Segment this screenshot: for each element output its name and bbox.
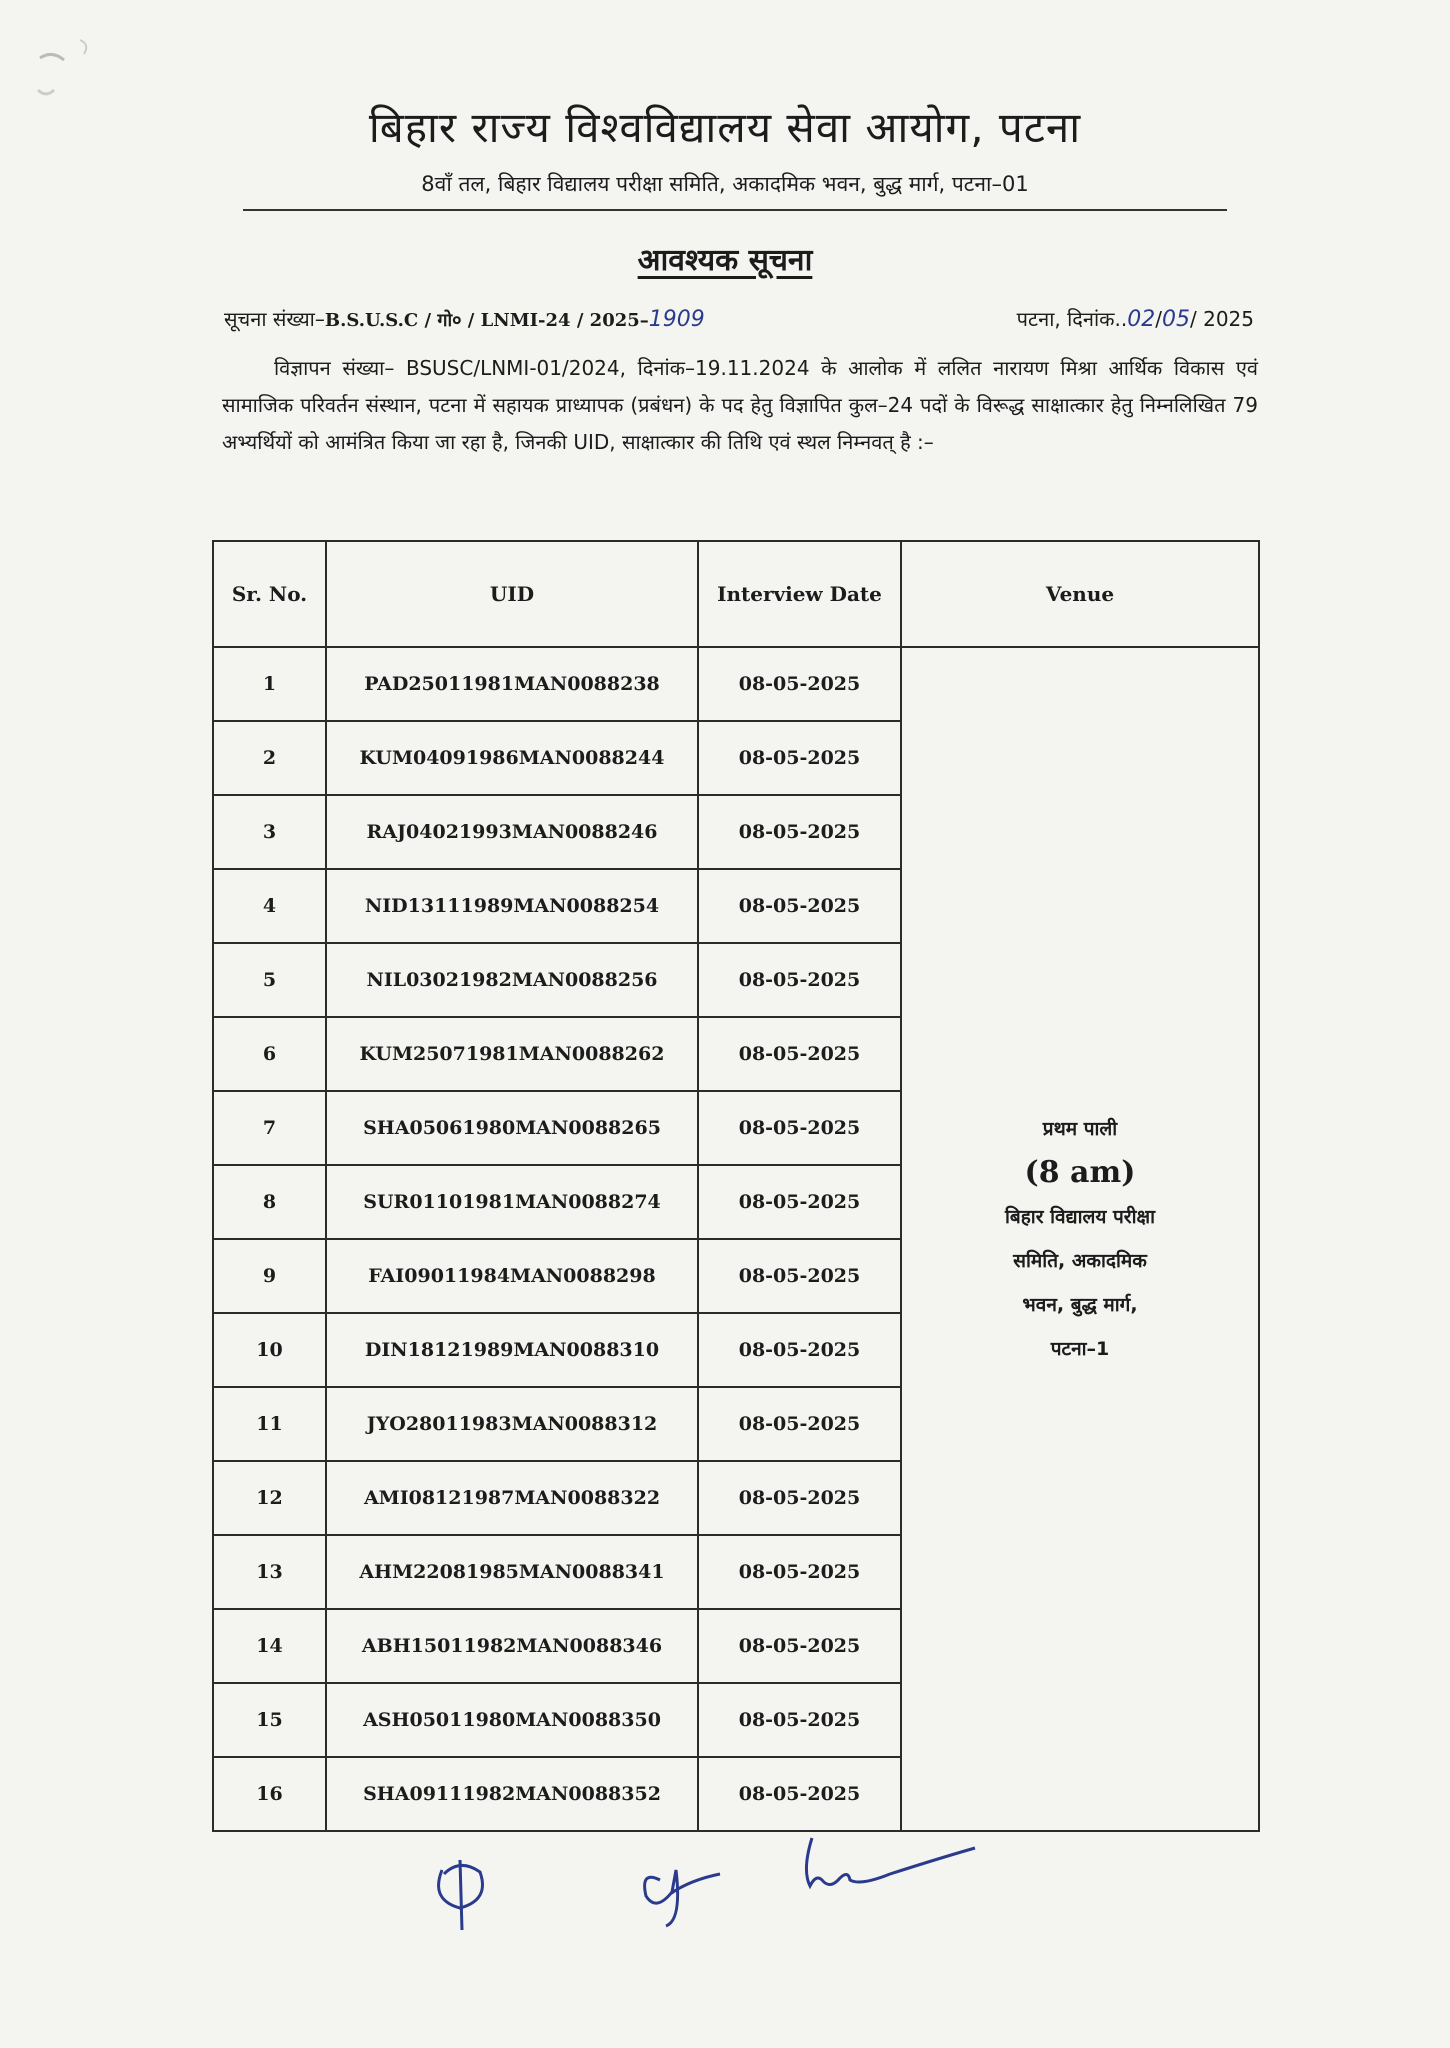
cell-uid: ABH15011982MAN0088346 (326, 1609, 698, 1683)
venue-time: (8 am) (1024, 1155, 1136, 1190)
venue-line: समिति, अकादमिक (1013, 1250, 1147, 1272)
cell-uid: NIL03021982MAN0088256 (326, 943, 698, 1017)
venue-line: भवन, बुद्ध मार्ग, (1022, 1294, 1138, 1316)
cell-sr-no: 15 (213, 1683, 326, 1757)
cell-uid: AMI08121987MAN0088322 (326, 1461, 698, 1535)
cell-interview-date: 08-05-2025 (698, 1091, 901, 1165)
cell-sr-no: 7 (213, 1091, 326, 1165)
cell-uid: ASH05011980MAN0088350 (326, 1683, 698, 1757)
cell-interview-date: 08-05-2025 (698, 1387, 901, 1461)
cell-uid: SHA05061980MAN0088265 (326, 1091, 698, 1165)
cell-uid: RAJ04021993MAN0088246 (326, 795, 698, 869)
cell-sr-no: 8 (213, 1165, 326, 1239)
signature-3 (806, 1838, 975, 1886)
header-venue: Venue (901, 541, 1259, 647)
cell-sr-no: 2 (213, 721, 326, 795)
notice-paragraph: विज्ञापन संख्या– BSUSC/LNMI-01/2024, दिनांक–19.11.2024 के आलोक में ललित नारायण मिश्रा आर्थिक विकास एवं सामाजिक परिवर्तन संस्थान, पटना में सहायक प्राध्यापक (प्रबंधन) के पद हेतु विज्ञापित कुल–24 पदों के विरूद्ध साक्षात्कार हेतु निम्नलिखित 79 अभ्यर्थियों को आमंत्रित किया जा रहा है, जिनकी UID, साक्षात्कार की तिथि एवं स्थल निम्नवत् है :– (222, 356, 1258, 454)
cell-venue (901, 647, 1259, 1831)
cell-interview-date: 08-05-2025 (698, 647, 901, 721)
notice-heading (0, 238, 1450, 279)
table-row (213, 647, 1259, 721)
cell-interview-date: 08-05-2025 (698, 1683, 901, 1757)
cell-uid: KUM25071981MAN0088262 (326, 1017, 698, 1091)
header-uid: UID (326, 541, 698, 647)
cell-interview-date: 08-05-2025 (698, 1239, 901, 1313)
cell-uid: DIN18121989MAN0088310 (326, 1313, 698, 1387)
signature-2 (645, 1870, 720, 1926)
cell-sr-no: 14 (213, 1609, 326, 1683)
venue-line: पटना–1 (1050, 1338, 1110, 1360)
cell-interview-date: 08-05-2025 (698, 795, 901, 869)
cell-uid: AHM22081985MAN0088341 (326, 1535, 698, 1609)
cell-uid: SUR01101981MAN0088274 (326, 1165, 698, 1239)
cell-interview-date: 08-05-2025 (698, 1535, 901, 1609)
cell-sr-no: 3 (213, 795, 326, 869)
cell-uid: FAI09011984MAN0088298 (326, 1239, 698, 1313)
cell-sr-no: 9 (213, 1239, 326, 1313)
cell-interview-date: 08-05-2025 (698, 943, 901, 1017)
cell-interview-date: 08-05-2025 (698, 869, 901, 943)
date-month-handwritten: 05 (1162, 307, 1190, 332)
cell-interview-date: 08-05-2025 (698, 1757, 901, 1831)
signature-1 (439, 1860, 483, 1930)
notice-number-label: सूचना संख्या– (224, 307, 325, 331)
commission-address: 8वाँ तल, बिहार विद्यालय परीक्षा समिति, अकादमिक भवन, बुद्ध मार्ग, पटना–01 (421, 172, 1029, 196)
cell-uid: JYO28011983MAN0088312 (326, 1387, 698, 1461)
cell-sr-no: 11 (213, 1387, 326, 1461)
notice-heading-text: आवश्यक सूचना (637, 243, 813, 278)
header-sr-no: Sr. No. (213, 541, 326, 647)
cell-sr-no: 1 (213, 647, 326, 721)
table-header-row (213, 541, 1259, 647)
reference-line (224, 305, 1254, 339)
venue-shift: प्रथम पाली (1042, 1118, 1118, 1140)
cell-uid: SHA09111982MAN0088352 (326, 1757, 698, 1831)
cell-uid: PAD25011981MAN0088238 (326, 647, 698, 721)
cell-interview-date: 08-05-2025 (698, 1461, 901, 1535)
cell-sr-no: 13 (213, 1535, 326, 1609)
cell-interview-date: 08-05-2025 (698, 721, 901, 795)
notice-number (224, 305, 705, 332)
notice-number-code: B.S.U.S.C / गो० / LNMI-24 / 2025– (324, 310, 649, 331)
date-day-handwritten: 02 (1127, 307, 1156, 332)
header-divider (243, 209, 1227, 211)
date-separator: / (1155, 307, 1162, 331)
venue-line: बिहार विद्यालय परीक्षा (1004, 1206, 1156, 1228)
notice-number-handwritten: 1909 (648, 307, 705, 332)
commission-title: बिहार राज्य विश्वविद्यालय सेवा आयोग, पटना (368, 103, 1082, 152)
cell-sr-no: 16 (213, 1757, 326, 1831)
date-year: / 2025 (1190, 307, 1254, 331)
cell-interview-date: 08-05-2025 (698, 1165, 901, 1239)
cell-sr-no: 12 (213, 1461, 326, 1535)
signatures (420, 1830, 980, 1940)
punch-hole-mark (20, 20, 100, 110)
cell-sr-no: 10 (213, 1313, 326, 1387)
cell-uid: KUM04091986MAN0088244 (326, 721, 698, 795)
cell-sr-no: 5 (213, 943, 326, 1017)
cell-interview-date: 08-05-2025 (698, 1017, 901, 1091)
interview-schedule-table (212, 540, 1260, 1832)
notice-date (1017, 305, 1254, 332)
cell-sr-no: 4 (213, 869, 326, 943)
cell-sr-no: 6 (213, 1017, 326, 1091)
place-date-label: पटना, दिनांक.. (1016, 307, 1128, 331)
cell-interview-date: 08-05-2025 (698, 1609, 901, 1683)
table-body (213, 647, 1259, 1831)
cell-uid: NID13111989MAN0088254 (326, 869, 698, 943)
header-interview-date: Interview Date (698, 541, 901, 647)
cell-interview-date: 08-05-2025 (698, 1313, 901, 1387)
